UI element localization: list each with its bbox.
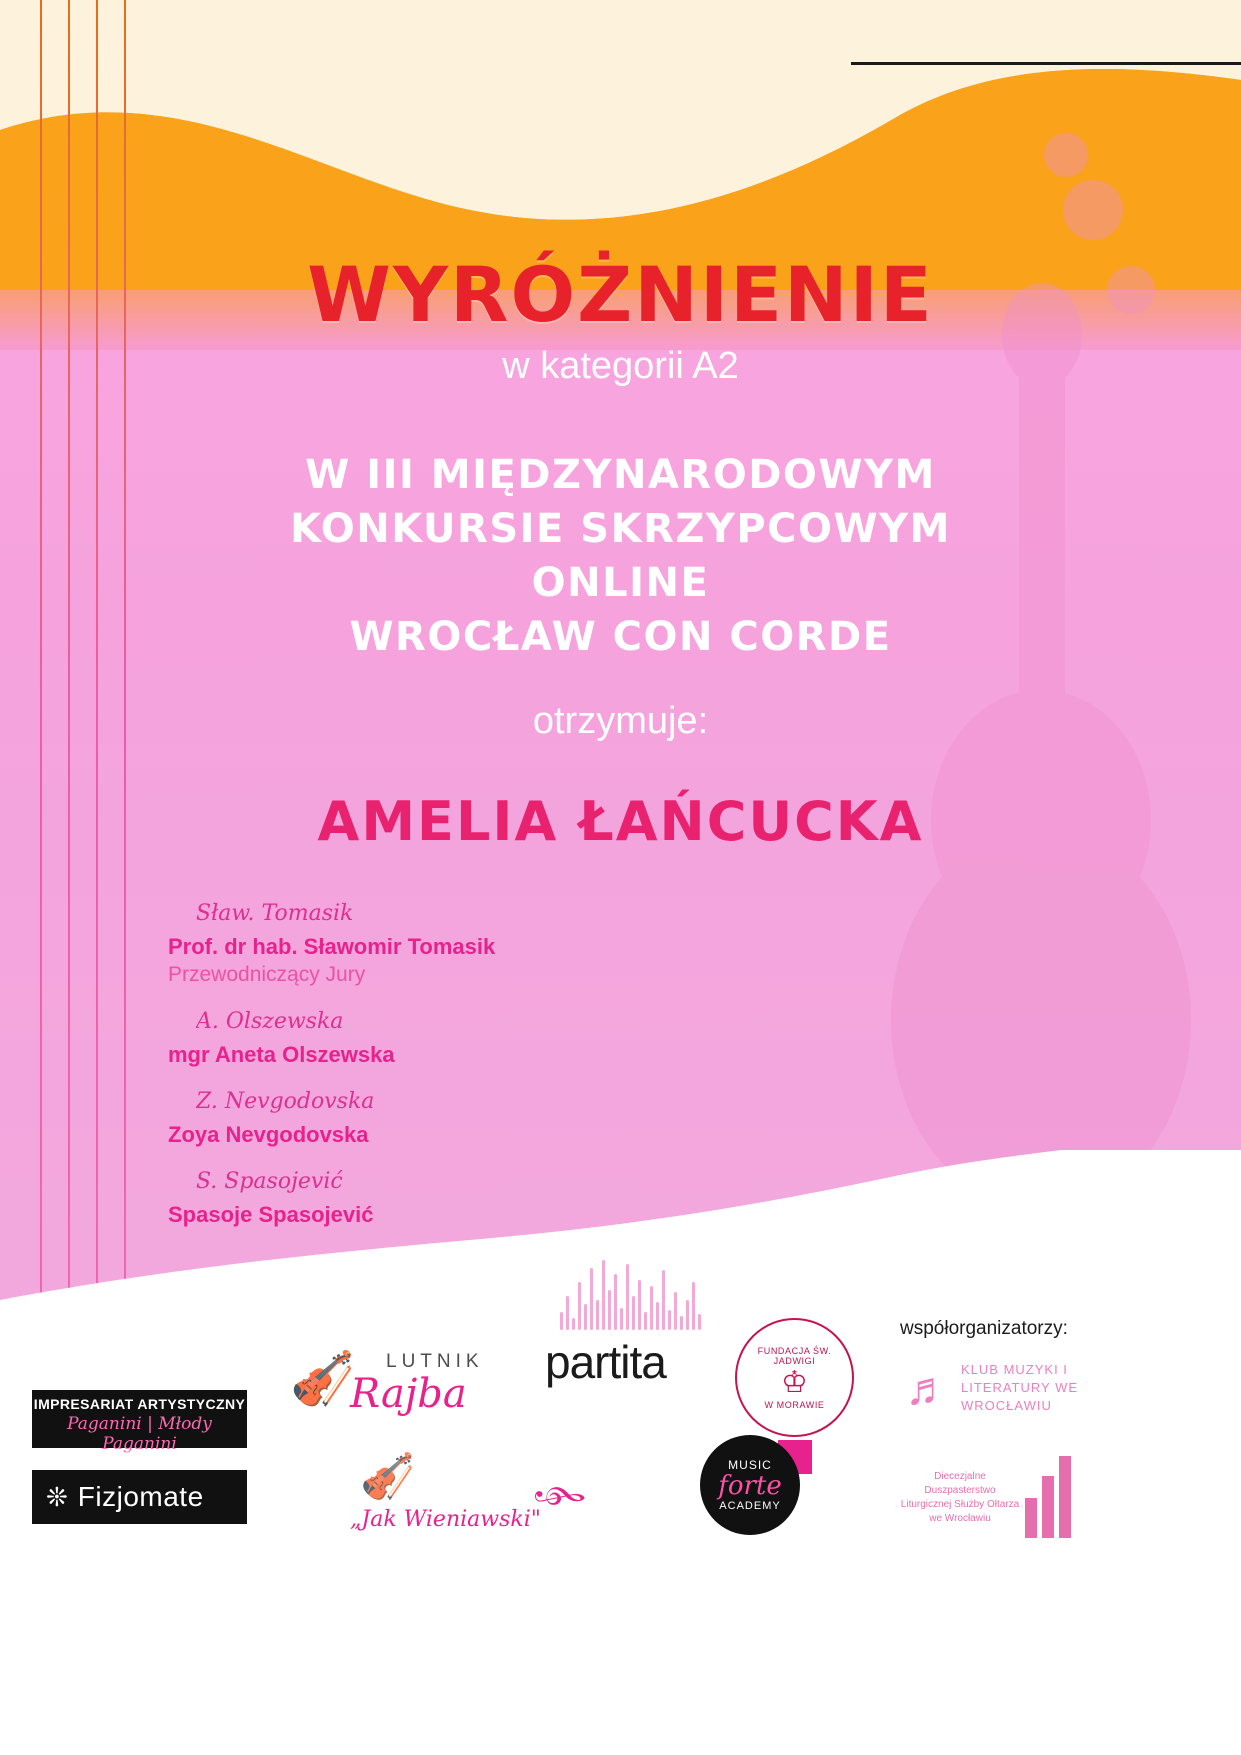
recipient-name: AMELIA ŁAŃCUCKA — [317, 790, 924, 853]
logo-impresariat-artystyczny — [32, 1390, 247, 1454]
diecezja-label: Diecezjalne Duszpasterstwo Liturgicznej Służby Ołtarza we Wrocławiu — [900, 1471, 1020, 1524]
snowflake-icon: ❊ — [46, 1482, 68, 1512]
contest-name — [0, 448, 1241, 664]
klub-label: KLUB MUZYKI I LITERATURY WE WROCŁAWIU — [961, 1362, 1079, 1413]
signature-list — [168, 895, 688, 1243]
page-title: WYRÓŻNIENIE — [307, 250, 934, 339]
signature-block — [168, 895, 688, 989]
logo-diecezjalne-duszpasterstwo — [900, 1450, 1100, 1540]
forte-bottom-label: ACADEMY — [719, 1500, 781, 1512]
forte-mid-label: forte — [718, 1471, 782, 1501]
logo-fundacja-sw-jadwigi — [735, 1318, 854, 1437]
fundacja-bottom-text: W MORAWIE — [764, 1399, 825, 1410]
signature-mark: A. Olszewska — [196, 1009, 344, 1034]
soundwave-icon — [560, 1250, 710, 1330]
signature-block — [168, 1163, 688, 1229]
contest-line-4: WROCŁAW CON CORDE — [349, 614, 892, 660]
contest-line-2: KONKURSIE SKRZYPCOWYM — [290, 506, 951, 552]
category-subtitle: w kategorii A2 — [502, 345, 739, 387]
fizjomate-label: Fizjomate — [77, 1481, 204, 1512]
receives-label: otrzymuje: — [532, 700, 709, 742]
logo-fizjomate — [32, 1470, 247, 1524]
logo-partita: partita — [545, 1336, 666, 1388]
signature-name: Spasoje Spasojević — [168, 1202, 374, 1227]
organ-pipes-icon — [1025, 1450, 1071, 1538]
fundacja-top-text: FUNDACJA ŚW. JADWIGI — [757, 1345, 832, 1366]
madonna-icon: ♔ — [781, 1365, 808, 1399]
treble-clef-icon: 𝄞 — [537, 1482, 585, 1507]
signature-name: mgr Aneta Olszewska — [168, 1042, 395, 1067]
contest-line-3: ONLINE — [531, 560, 710, 606]
impresariat-top-text: IMPRESARIAT ARTYSTYCZNY — [33, 1396, 246, 1412]
logo-lutnik-rajba — [290, 1345, 510, 1425]
wieniawski-label: „Jak Wieniawski" — [350, 1507, 541, 1532]
signature-name: Zoya Nevgodovska — [168, 1122, 369, 1147]
signature-role: Przewodniczący Jury — [168, 963, 366, 986]
logo-music-forte-academy — [700, 1435, 800, 1535]
lutnik-label: LUTNIK — [386, 1351, 484, 1372]
forte-top-label: MUSIC — [728, 1458, 772, 1472]
signature-mark: Sław. Tomasik — [196, 901, 354, 926]
violin-maker-icon: 🎻 — [290, 1350, 355, 1408]
violin-watermark-icon — [861, 60, 1191, 1300]
rajba-label: Rajba — [350, 1371, 467, 1417]
impresariat-bottom-text: Paganini | Młody Paganini — [67, 1414, 212, 1454]
lyre-icon: ♬ — [905, 1362, 951, 1414]
logo-klub-muzyki-i-literatury — [905, 1352, 1145, 1424]
violin-outline-icon: 🎻 — [360, 1452, 415, 1501]
signature-block — [168, 1083, 688, 1149]
signature-name: Prof. dr hab. Sławomir Tomasik — [168, 934, 496, 959]
top-rule-divider — [851, 62, 1241, 65]
signature-mark: S. Spasojević — [196, 1169, 343, 1194]
signature-mark: Z. Nevgodovska — [196, 1089, 375, 1114]
coorganizers-label: współorganizatorzy: — [900, 1318, 1068, 1339]
contest-line-1: W III MIĘDZYNARODOWYM — [305, 452, 936, 498]
signature-block — [168, 1003, 688, 1069]
